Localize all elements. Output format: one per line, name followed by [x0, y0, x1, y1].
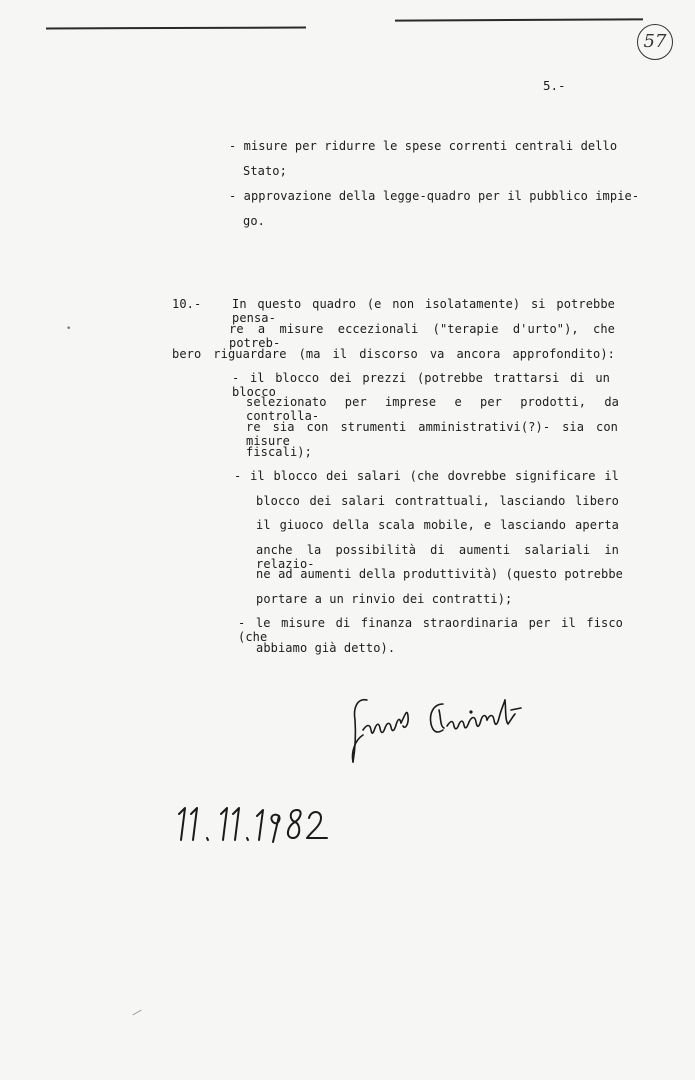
top-edge-line-right [395, 18, 643, 21]
text-line-5: In questo quadro (e non isolatamente) si potrebbe pensa- [232, 297, 615, 325]
text-line-13: blocco dei salari contrattuali, lasciando libero [256, 494, 619, 508]
text-line-16: ne ad aumenti della produttività) (questo potrebbe [256, 567, 623, 581]
text-line-8: - il blocco dei prezzi (potrebbe trattarsi di un blocco [232, 371, 610, 399]
text-line-7: bero riguardare (ma il discorso va ancora approfondito): [172, 347, 615, 361]
margin-tick [132, 1010, 141, 1016]
text-line-1: - misure per ridurre le spese correnti centrali dello [229, 139, 618, 153]
paragraph-number: 10.- [172, 297, 202, 311]
text-line-15: anche la possibilità di aumenti salariali in relazio- [256, 543, 619, 571]
text-line-19: abbiamo già detto). [256, 641, 396, 655]
text-line-6: re a misure eccezionali ("terapie d'urto"), che potreb- [229, 322, 615, 350]
text-line-18: - le misure di finanza straordinaria per il fisco (che [238, 616, 623, 644]
text-line-14: il giuoco della scala mobile, e lasciando aperta [256, 518, 619, 532]
handwritten-signature [345, 690, 575, 770]
text-line-17: portare a un rinvio dei contratti); [256, 592, 513, 606]
text-line-4: go. [243, 214, 265, 228]
page-number: 5.- [543, 78, 566, 93]
archive-stamp: 57 [637, 24, 673, 60]
margin-dot: • [66, 324, 72, 334]
text-line-2: Stato; [243, 164, 287, 178]
text-line-3: - approvazione della legge-quadro per il pubblico impie- [229, 189, 640, 203]
handwritten-date [175, 800, 340, 850]
text-line-11: fiscali); [246, 445, 312, 459]
text-line-10: re sia con strumenti amministrativi(?)- sia con misure [246, 420, 618, 448]
text-line-12: - il blocco dei salari (che dovrebbe significare il [234, 469, 619, 483]
top-edge-line-left [46, 27, 306, 30]
text-line-9: selezionato per imprese e per prodotti, da controlla- [246, 395, 619, 423]
